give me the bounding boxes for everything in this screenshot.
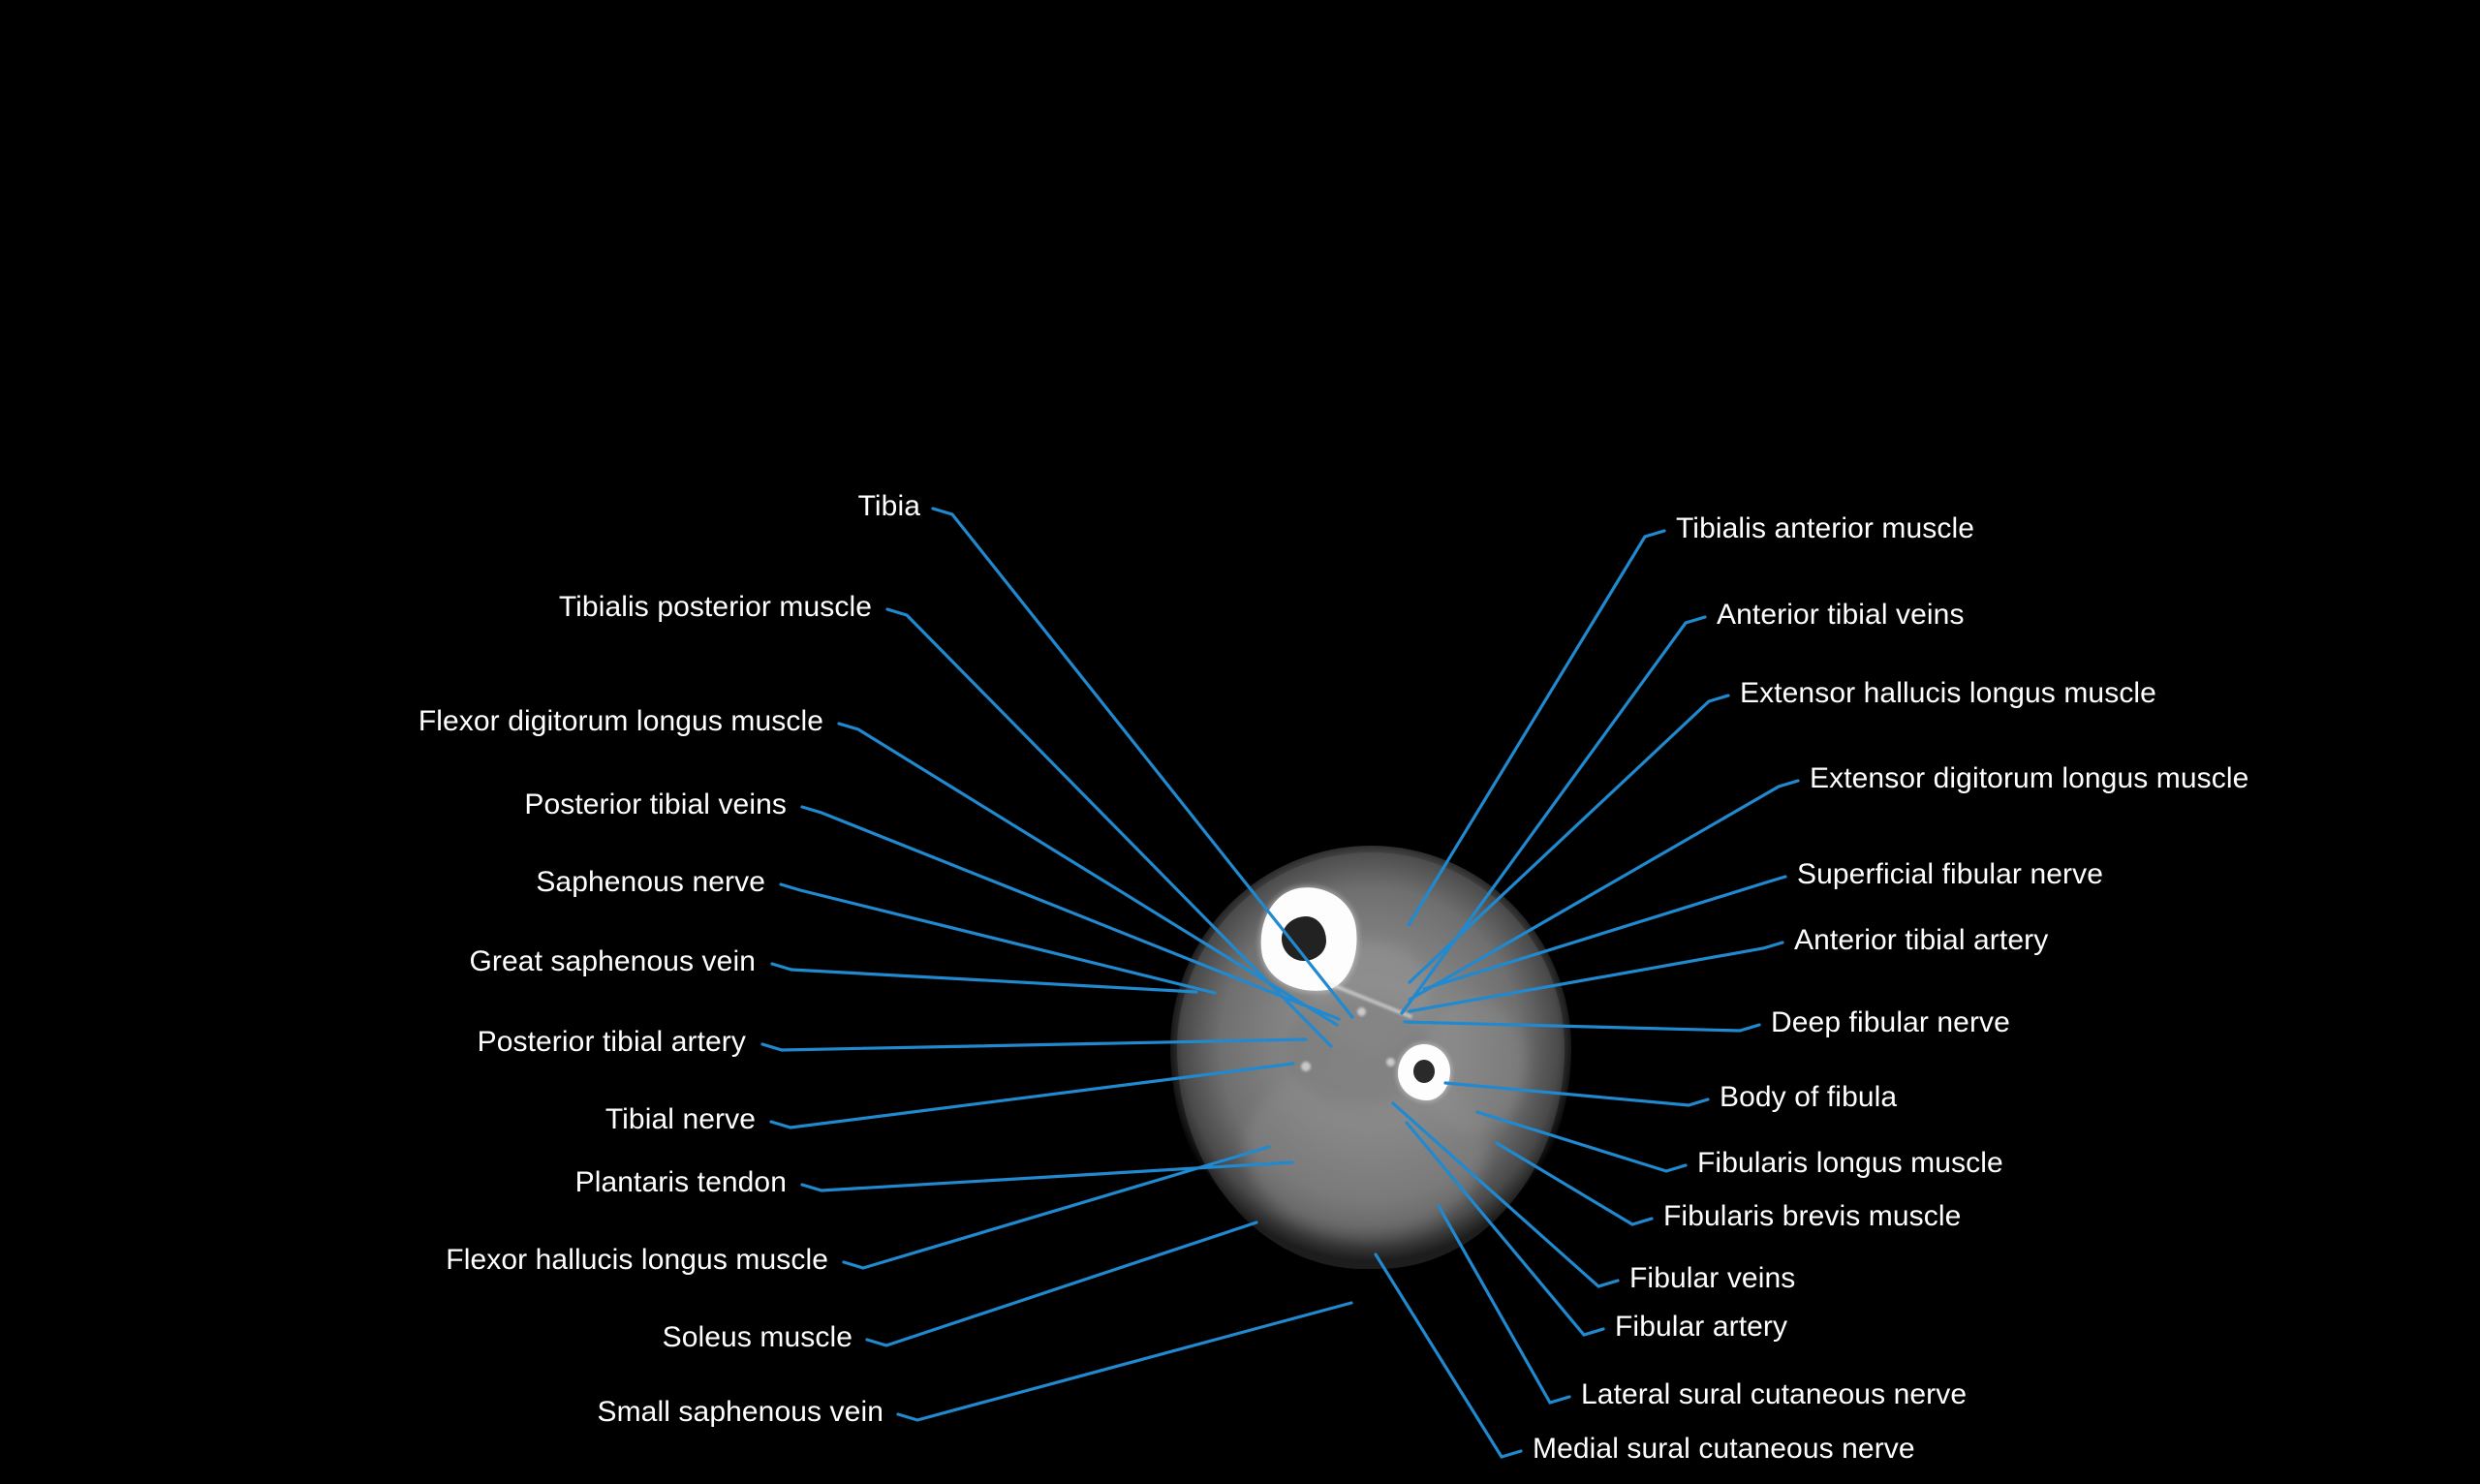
label-saphenous-nerve[interactable]: Saphenous nerve	[536, 866, 765, 898]
label-anterior-tibial-artery[interactable]: Anterior tibial artery	[1794, 924, 2049, 956]
label-flexor-digitorum-longus-muscle[interactable]: Flexor digitorum longus muscle	[418, 705, 823, 737]
leader-small-saphenous-vein	[898, 1303, 1351, 1420]
posterior-tibial-vessel-marker	[1301, 1062, 1311, 1071]
fibular-vessel-marker	[1386, 1058, 1395, 1067]
tibia-medullary-cavity	[1282, 916, 1326, 961]
label-posterior-tibial-veins[interactable]: Posterior tibial veins	[524, 788, 787, 820]
label-flexor-hallucis-longus-muscle[interactable]: Flexor hallucis longus muscle	[446, 1244, 828, 1276]
anterior-tibial-vessel-marker	[1357, 1007, 1366, 1016]
label-extensor-digitorum-longus-muscle[interactable]: Extensor digitorum longus muscle	[1810, 762, 2249, 794]
label-tibialis-posterior-muscle[interactable]: Tibialis posterior muscle	[558, 591, 872, 623]
ct-cross-section-image	[1177, 852, 1565, 1269]
label-extensor-hallucis-longus-muscle[interactable]: Extensor hallucis longus muscle	[1740, 677, 2156, 709]
leader-saphenous-nerve	[781, 884, 1215, 993]
label-fibular-veins[interactable]: Fibular veins	[1629, 1262, 1796, 1294]
label-small-saphenous-vein[interactable]: Small saphenous vein	[597, 1396, 884, 1428]
label-lateral-sural-cutaneous-nerve[interactable]: Lateral sural cutaneous nerve	[1581, 1378, 1968, 1410]
label-medial-sural-cutaneous-nerve[interactable]: Medial sural cutaneous nerve	[1533, 1433, 1915, 1465]
label-fibularis-longus-muscle[interactable]: Fibularis longus muscle	[1697, 1147, 2003, 1179]
leader-great-saphenous-vein	[772, 964, 1196, 992]
label-posterior-tibial-artery[interactable]: Posterior tibial artery	[477, 1026, 746, 1058]
label-tibialis-anterior-muscle[interactable]: Tibialis anterior muscle	[1676, 512, 1975, 544]
label-body-of-fibula[interactable]: Body of fibula	[1720, 1081, 1898, 1113]
label-superficial-fibular-nerve[interactable]: Superficial fibular nerve	[1797, 858, 2103, 890]
label-tibial-nerve[interactable]: Tibial nerve	[604, 1103, 756, 1135]
label-anterior-tibial-veins[interactable]: Anterior tibial veins	[1717, 599, 1965, 631]
leader-medial-sural-cutaneous-nerve	[1376, 1254, 1521, 1457]
fibula-medullary-cavity	[1413, 1060, 1435, 1083]
label-fibularis-brevis-muscle[interactable]: Fibularis brevis muscle	[1663, 1200, 1962, 1232]
label-plantaris-tendon[interactable]: Plantaris tendon	[574, 1166, 787, 1198]
label-fibular-artery[interactable]: Fibular artery	[1615, 1311, 1788, 1343]
label-soleus-muscle[interactable]: Soleus muscle	[662, 1321, 852, 1353]
label-great-saphenous-vein[interactable]: Great saphenous vein	[469, 945, 756, 977]
label-tibia[interactable]: Tibia	[857, 490, 920, 522]
label-deep-fibular-nerve[interactable]: Deep fibular nerve	[1771, 1006, 2010, 1038]
